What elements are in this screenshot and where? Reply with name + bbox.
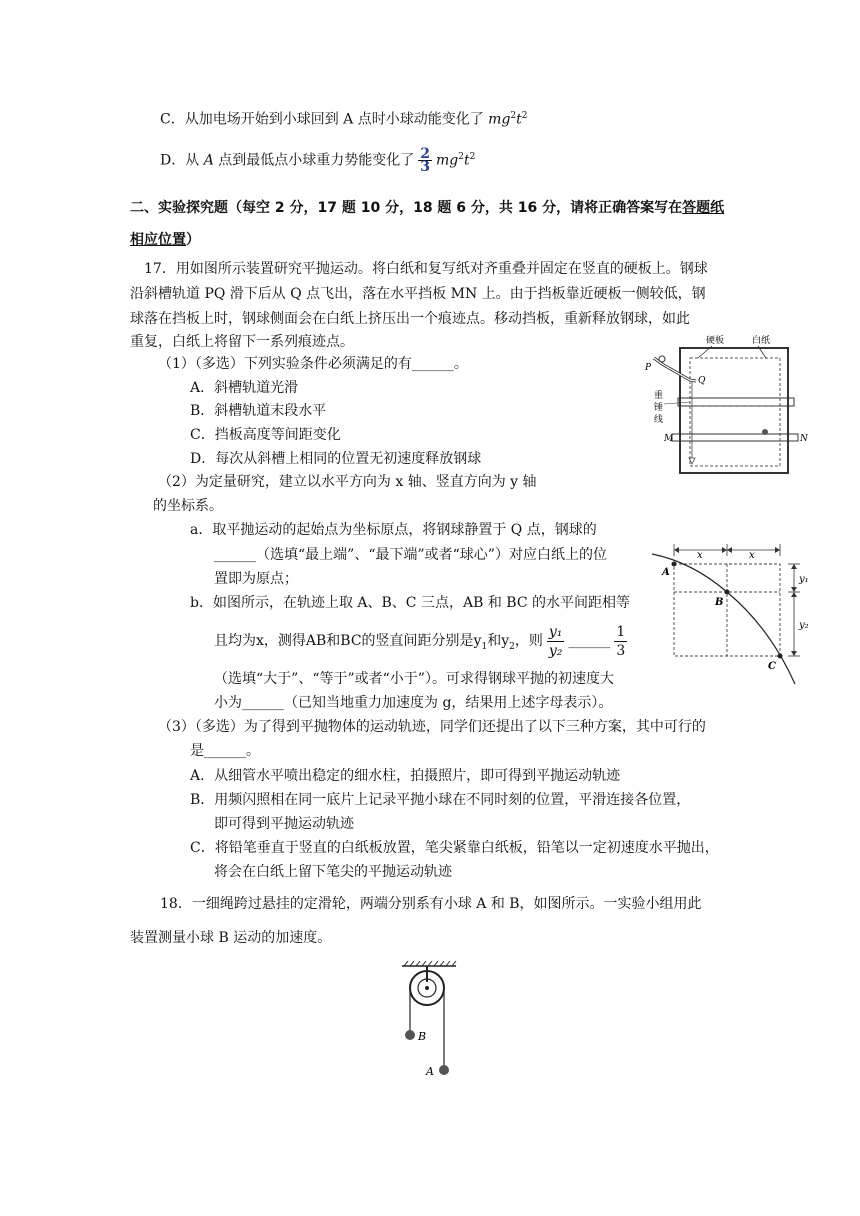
plumb-label-3: 线	[654, 415, 664, 425]
q17-p2-a-line3: 置即为原点；	[214, 571, 298, 587]
N-label: N	[800, 434, 808, 444]
section-heading: 二、实验探究题（每空 2 分，17 题 10 分，18 题 6 分，共 16 分，请将正确答案写在答题纸	[130, 200, 725, 216]
option-d-point: A	[203, 152, 214, 169]
q17-p3-stem-b: 是______。	[190, 743, 260, 759]
option-c-exp2: 2	[521, 111, 528, 121]
option-c-text: C．从加电场开始到小球回到 A 点时小球动能变化了	[160, 111, 489, 128]
q17-stem-line1: 17．用如图所示装置研究平抛运动。将白纸和复写纸对齐重叠并固定在竖直的硬板上。钢球	[144, 261, 708, 277]
ratio-fraction: $\frac{\text{y₁}}{\text{y₂}}$	[548, 623, 563, 659]
option-d-prefix: D．从	[160, 152, 204, 169]
B-point-label: B	[715, 597, 724, 608]
y2-label: y₂	[799, 620, 809, 631]
q17-p2-b-line3: （选填“大于”、“等于”或者“小于”）。可求得钢球平抛的初速度大	[214, 671, 614, 687]
q17-p3-option-b: B．用频闪照相在同一底片上记录平抛小球在不同时刻的位置，平滑连接各位置，	[190, 792, 691, 808]
Q-label: Q	[698, 376, 706, 386]
option-d-fraction: $\frac{2}{3}$	[420, 146, 431, 176]
q17-p3-option-a: A．从细管水平喷出稳定的细水柱，拍摄照片，即可得到平抛运动轨迹	[190, 768, 621, 784]
q17-p2-b-line1: b．如图所示，在轨迹上取 A、B、C 三点，AB 和 BC 的水平间距相等	[190, 595, 630, 611]
q17-p2-a-line2: ______（选填“最上端”、“最下端”或者“球心”）对应白纸上的位	[214, 547, 607, 563]
q17-p2-b-line2: 且均为x，测得AB和BC的竖直间距分别是$y_1$和$y_2$，则 $\frac{\text{y₁}}{\text{y₂}}$ ______ $\frac{1}{3}$	[214, 623, 626, 659]
q17-p3-option-c: C．将铅笔垂直于竖直的白纸板放置，笔尖紧靠白纸板，铅笔以一定初速度水平抛出，	[190, 840, 719, 856]
x-label-1: x	[697, 550, 703, 561]
plumb-label-1: 重	[654, 391, 664, 401]
answer-sheet-underline: 答题纸	[682, 200, 725, 216]
q17-stem-line3: 球落在挡板上时，钢球侧面会在白纸上挤压出一个痕迹点。移动挡板，重新释放钢球，如此	[130, 311, 690, 327]
plumb-label-2: 锤	[654, 403, 664, 413]
option-c	[160, 106, 528, 130]
q17-p2-stem-b: 的坐标系。	[153, 498, 223, 514]
q17-p1-option-b: B．斜槽轨道末段水平	[190, 403, 327, 419]
q18-line2: 装置测量小球 B 运动的加速度。	[130, 930, 332, 946]
x-label-2: x	[749, 550, 755, 561]
M-label: M	[664, 434, 674, 444]
one-third-fraction: $\frac{1}{3}$	[616, 623, 626, 659]
q17-p3-stem-a: （3）（多选）为了得到平抛物体的运动轨迹，同学们还提出了以下三种方案，其中可行的	[158, 719, 706, 735]
q17-p2-stem-a: （2）为定量研究，建立以水平方向为 x 轴、竖直方向为 y 轴	[158, 474, 537, 490]
q17-stem-line2: 沿斜槽轨道 PQ 滑下后从 Q 点飞出，落在水平挡板 MN 上。由于挡板靠近硬板一侧较低，钢	[130, 286, 706, 302]
q17-p2-b-line4: 小为______（已知当地重力加速度为 g，结果用上述字母表示）。	[214, 695, 613, 711]
option-d: D．从 A 点到最低点小球重力势能变化了 $\frac{2}{3}$ $mg^2t^2$	[160, 146, 476, 176]
option-d-text: 点到最低点小球重力势能变化了	[213, 152, 415, 169]
section-heading-cont: 相应位置）	[130, 232, 200, 248]
q17-p1-option-a: A．斜槽轨道光滑	[190, 380, 299, 396]
trajectory-figure	[652, 542, 822, 687]
q17-stem-line4: 重复，白纸上将留下一系列痕迹点。	[130, 334, 354, 350]
y1-label: y₁	[799, 574, 809, 585]
ratio-blank: ______	[568, 633, 611, 649]
ball-B-label: B	[418, 1030, 427, 1043]
q17-p3-option-b-cont: 即可得到平抛运动轨迹	[214, 816, 354, 832]
C-point-label: C	[768, 661, 776, 672]
option-d-mg: mg	[436, 152, 459, 169]
A-point-label: A	[662, 567, 670, 578]
option-c-mg: mg	[488, 111, 511, 128]
apparatus-figure	[640, 336, 810, 480]
option-c-exp1: 2	[510, 111, 517, 121]
q17-p3-option-c-cont: 将会在白纸上留下笔尖的平抛运动轨迹	[214, 864, 452, 880]
q18-line1: 18．一细绳跨过悬挂的定滑轮，两端分别系有小球 A 和 B，如图所示。一实验小组用此	[160, 896, 702, 912]
pulley-figure	[396, 958, 476, 1078]
q17-p1-option-d: D．每次从斜槽上相同的位置无初速度释放钢球	[190, 451, 482, 467]
white-paper-label: 白纸	[752, 336, 771, 346]
hard-board-label: 硬板	[706, 336, 725, 346]
P-label: P	[645, 363, 652, 373]
q17-p2-a-line1: a．取平抛运动的起始点为坐标原点，将钢球静置于 Q 点，钢球的	[190, 522, 597, 538]
option-c-t: t	[516, 111, 522, 128]
q17-p1-stem: （1）（多选）下列实验条件必须满足的有______。	[158, 356, 468, 372]
ball-A-label: A	[426, 1065, 434, 1078]
q17-p1-option-c: C．挡板高度等间距变化	[190, 427, 341, 443]
